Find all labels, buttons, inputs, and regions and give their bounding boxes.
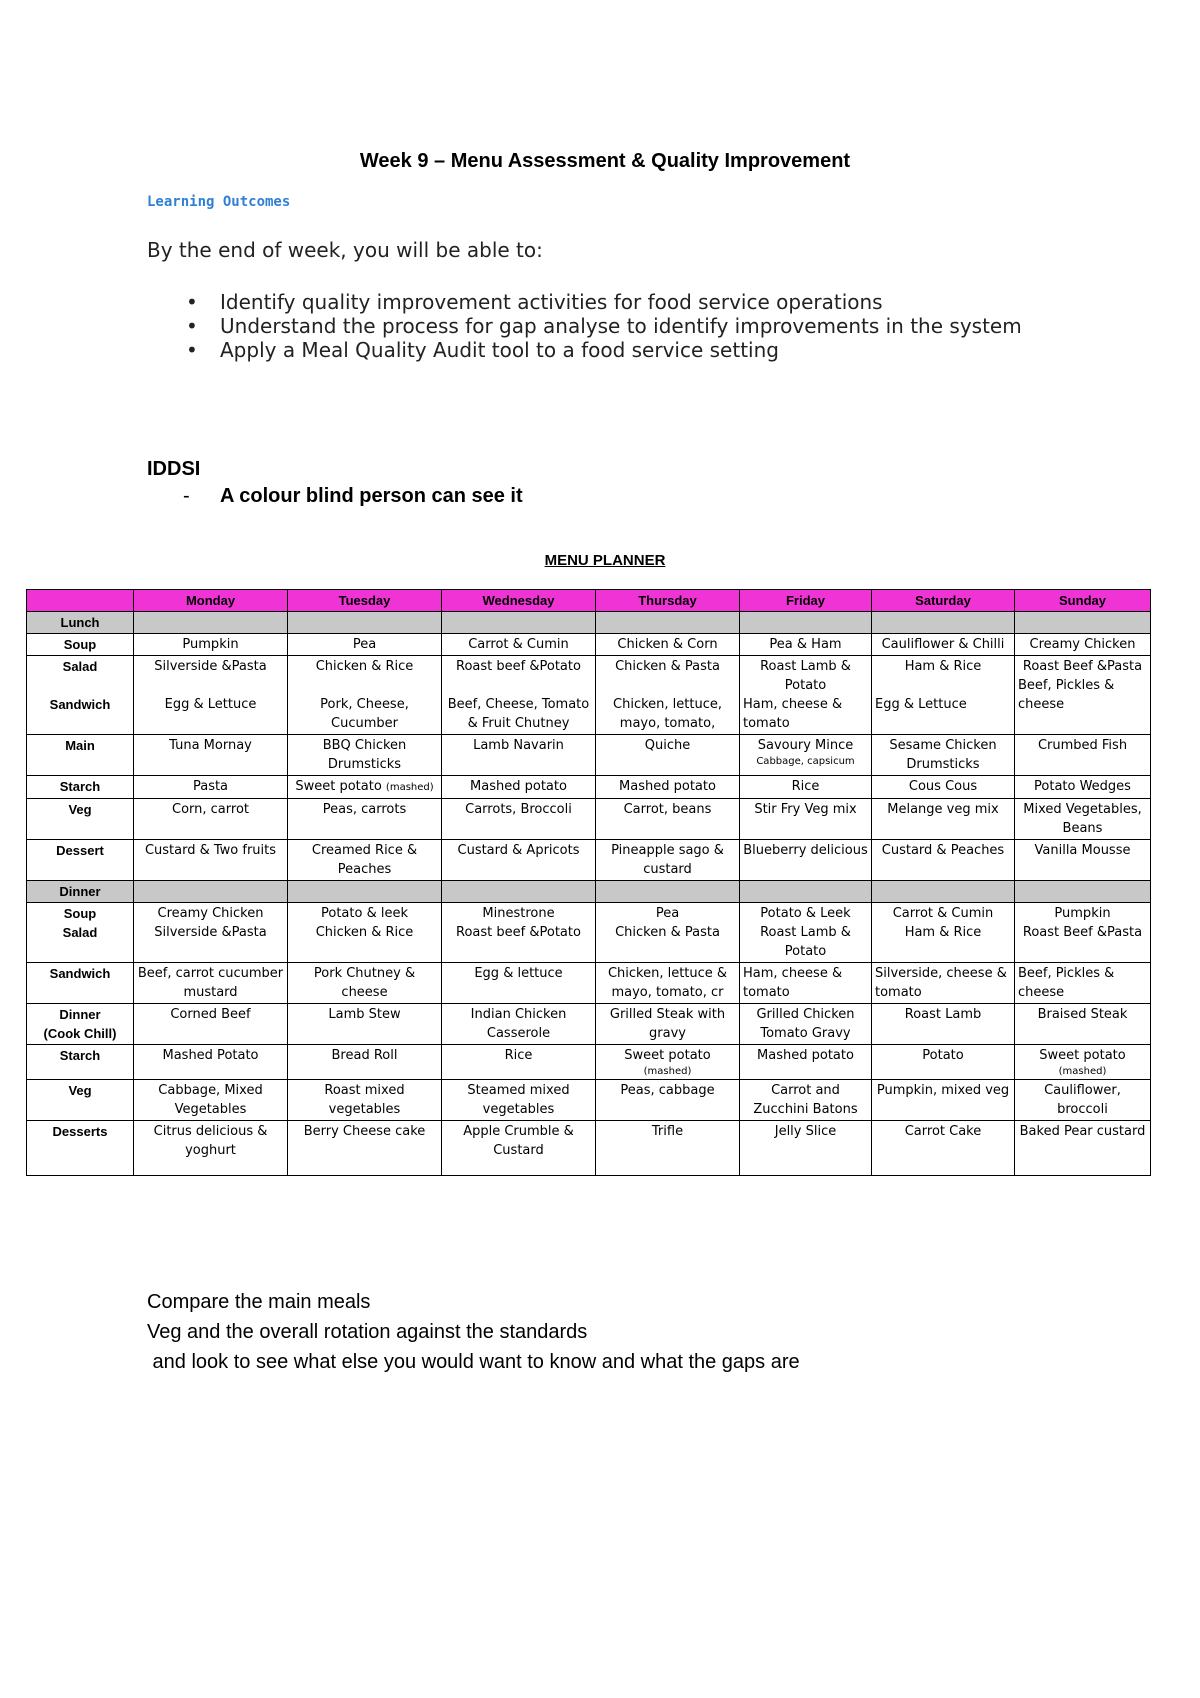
- row-label: Sandwich: [27, 963, 134, 1004]
- soup-item: Potato & Leek: [760, 906, 851, 921]
- menu-cell: [1015, 1045, 1151, 1080]
- starch-item: Sweet potato: [624, 1048, 711, 1063]
- menu-cell: Pasta: [134, 776, 288, 799]
- menu-cell: [1015, 656, 1151, 735]
- menu-cell: Citrus delicious & yoghurt: [134, 1121, 288, 1176]
- menu-cell: Mixed Vegetables, Beans: [1015, 799, 1151, 840]
- sandwich-item: Beef, Pickles & cheese: [1018, 678, 1115, 712]
- sandwich-item: Egg & Lettuce: [164, 697, 257, 712]
- menu-cell: Baked Pear custard: [1015, 1121, 1151, 1176]
- row-label: [27, 656, 134, 735]
- soup-item: Minestrone: [482, 906, 555, 921]
- salad-item: Chicken & Pasta: [615, 659, 720, 674]
- menu-cell: Custard & Peaches: [872, 840, 1015, 881]
- salad-item: Roast Lamb & Potato: [760, 659, 851, 693]
- menu-cell: [872, 656, 1015, 735]
- menu-cell: Potato: [872, 1045, 1015, 1080]
- section-row-dinner: [27, 881, 1151, 903]
- salad-item: Chicken & Pasta: [615, 925, 720, 940]
- menu-cell: Bread Roll: [288, 1045, 442, 1080]
- day-header: Tuesday: [288, 590, 442, 612]
- menu-cell: Grilled Steak with gravy: [596, 1004, 740, 1045]
- menu-cell: Silverside, cheese & tomato: [872, 963, 1015, 1004]
- menu-cell: Custard & Apricots: [442, 840, 596, 881]
- menu-cell: Peas, cabbage: [596, 1080, 740, 1121]
- menu-cell: BBQ Chicken Drumsticks: [288, 735, 442, 776]
- menu-cell: Carrot and Zucchini Batons: [740, 1080, 872, 1121]
- menu-cell: Trifle: [596, 1121, 740, 1176]
- menu-cell: Pea: [288, 634, 442, 656]
- learning-outcomes-heading: Learning Outcomes: [147, 194, 291, 210]
- row-label: Veg: [27, 799, 134, 840]
- menu-cell: Berry Cheese cake: [288, 1121, 442, 1176]
- closing-notes: [147, 1287, 800, 1377]
- salad-item: Roast beef &Potato: [456, 925, 581, 940]
- menu-cell: Pea & Ham: [740, 634, 872, 656]
- starch-item: Sweet potato: [295, 779, 382, 794]
- salad-item: Roast Beef &Pasta: [1022, 659, 1143, 674]
- dash-marker: -: [183, 485, 190, 507]
- menu-cell: Pork Chutney & cheese: [288, 963, 442, 1004]
- soup-item: Pumpkin: [1054, 906, 1111, 921]
- row-label-salad: Salad: [62, 659, 98, 674]
- menu-cell: Pineapple sago & custard: [596, 840, 740, 881]
- menu-cell: Corn, carrot: [134, 799, 288, 840]
- salad-item: Chicken & Rice: [315, 659, 414, 674]
- menu-cell: [288, 656, 442, 735]
- table-row: [27, 634, 1151, 656]
- section-row-lunch: [27, 612, 1151, 634]
- menu-cell: Apple Crumble & Custard: [442, 1121, 596, 1176]
- menu-cell: Quiche: [596, 735, 740, 776]
- menu-cell: Roast mixed vegetables: [288, 1080, 442, 1121]
- day-header: Wednesday: [442, 590, 596, 612]
- list-item: • Apply a Meal Quality Audit tool to a food service setting: [147, 338, 1027, 362]
- closing-line: Veg and the overall rotation against the standards: [147, 1321, 588, 1343]
- list-item: • Identify quality improvement activities for food service operations: [147, 290, 1027, 314]
- iddsi-heading: IDDSI: [147, 458, 201, 480]
- table-row: [27, 1004, 1151, 1045]
- row-label: Desserts: [27, 1121, 134, 1176]
- menu-planner-title: MENU PLANNER: [544, 552, 666, 569]
- row-label-sandwich: Sandwich: [49, 697, 111, 712]
- menu-cell: Rice: [740, 776, 872, 799]
- menu-cell: [596, 903, 740, 963]
- salad-item: Ham & Rice: [904, 659, 982, 674]
- row-label-soup: Soup: [63, 906, 97, 921]
- menu-cell: Beef, Pickles & cheese: [1015, 963, 1151, 1004]
- sandwich-item: Beef, Cheese, Tomato & Fruit Chutney: [447, 697, 590, 731]
- menu-cell: Ham, cheese & tomato: [740, 963, 872, 1004]
- menu-cell: Chicken & Corn: [596, 634, 740, 656]
- menu-cell: [1015, 903, 1151, 963]
- table-row: [27, 1045, 1151, 1080]
- menu-cell: [740, 656, 872, 735]
- sandwich-item: Egg & Lettuce: [875, 697, 967, 712]
- table-row: [27, 776, 1151, 799]
- menu-cell: Peas, carrots: [288, 799, 442, 840]
- section-label: Dinner: [27, 881, 134, 903]
- starch-note: (mashed): [1058, 1066, 1107, 1077]
- menu-cell: [288, 903, 442, 963]
- salad-item: Roast beef &Potato: [456, 659, 581, 674]
- menu-cell: Tuna Mornay: [134, 735, 288, 776]
- day-header: Friday: [740, 590, 872, 612]
- menu-cell: Roast Lamb: [872, 1004, 1015, 1045]
- main-item: Savoury Mince: [757, 738, 854, 753]
- menu-cell: Egg & lettuce: [442, 963, 596, 1004]
- menu-cell: Carrot & Cumin: [442, 634, 596, 656]
- page-title: Week 9 – Menu Assessment & Quality Improvement: [359, 150, 851, 172]
- menu-cell: Cabbage, Mixed Vegetables: [134, 1080, 288, 1121]
- menu-cell: [596, 656, 740, 735]
- day-header: Sunday: [1015, 590, 1151, 612]
- day-header: Thursday: [596, 590, 740, 612]
- menu-cell: Vanilla Mousse: [1015, 840, 1151, 881]
- menu-cell: [740, 903, 872, 963]
- row-label: Veg: [27, 1080, 134, 1121]
- day-header: Saturday: [872, 590, 1015, 612]
- row-sublabel-cook-chill: (Cook Chill): [43, 1026, 117, 1041]
- soup-item: Carrot & Cumin: [892, 906, 994, 921]
- menu-cell: Cauliflower, broccoli: [1015, 1080, 1151, 1121]
- table-row: [27, 799, 1151, 840]
- row-label: Main: [27, 735, 134, 776]
- menu-cell: Custard & Two fruits: [134, 840, 288, 881]
- sandwich-item: Ham, cheese & tomato: [743, 697, 843, 731]
- menu-cell: Lamb Stew: [288, 1004, 442, 1045]
- table-header-row: [27, 590, 1151, 612]
- table-row: [27, 735, 1151, 776]
- row-label: [27, 903, 134, 963]
- soup-item: Potato & leek: [321, 906, 408, 921]
- table-row: [27, 656, 1151, 735]
- intro-text: By the end of week, you will be able to:: [147, 238, 543, 262]
- table-row: [27, 840, 1151, 881]
- menu-cell: Pumpkin: [134, 634, 288, 656]
- sandwich-item: Pork, Cheese, Cucumber: [320, 697, 409, 731]
- menu-cell: Chicken, lettuce & mayo, tomato, cr: [596, 963, 740, 1004]
- menu-cell: Potato Wedges: [1015, 776, 1151, 799]
- menu-cell: Beef, carrot cucumber mustard: [134, 963, 288, 1004]
- row-label-dinner: Dinner: [59, 1007, 101, 1022]
- starch-note: (mashed): [643, 1066, 692, 1077]
- table-row: [27, 1080, 1151, 1121]
- menu-cell: Rice: [442, 1045, 596, 1080]
- menu-cell: Mashed potato: [596, 776, 740, 799]
- menu-cell: [442, 903, 596, 963]
- salad-item: Chicken & Rice: [315, 925, 414, 940]
- menu-cell: [872, 903, 1015, 963]
- closing-line: Compare the main meals: [147, 1291, 371, 1313]
- salad-item: Roast Beef &Pasta: [1022, 925, 1143, 940]
- sandwich-item: Chicken, lettuce, mayo, tomato,: [613, 697, 722, 731]
- menu-cell: [596, 1045, 740, 1080]
- menu-cell: Cauliflower & Chilli: [872, 634, 1015, 656]
- row-label: Starch: [27, 776, 134, 799]
- list-item: • Understand the process for gap analyse to identify improvements in the system: [147, 314, 1027, 338]
- menu-cell: Lamb Navarin: [442, 735, 596, 776]
- menu-cell: Carrot Cake: [872, 1121, 1015, 1176]
- menu-cell: Grilled Chicken Tomato Gravy: [740, 1004, 872, 1045]
- menu-cell: [134, 656, 288, 735]
- menu-cell: Pumpkin, mixed veg: [872, 1080, 1015, 1121]
- row-label: Soup: [27, 634, 134, 656]
- menu-cell: Crumbed Fish: [1015, 735, 1151, 776]
- day-header: Monday: [134, 590, 288, 612]
- row-label: Dessert: [27, 840, 134, 881]
- menu-cell: Corned Beef: [134, 1004, 288, 1045]
- starch-note: (mashed): [385, 782, 434, 793]
- soup-item: Pea: [655, 906, 680, 921]
- row-label: Starch: [27, 1045, 134, 1080]
- main-note: Cabbage, capsicum: [756, 756, 855, 767]
- menu-cell: Carrots, Broccoli: [442, 799, 596, 840]
- menu-cell: [134, 903, 288, 963]
- menu-cell: Creamed Rice & Peaches: [288, 840, 442, 881]
- menu-cell: Blueberry delicious: [740, 840, 872, 881]
- menu-cell: [442, 656, 596, 735]
- menu-cell: Cous Cous: [872, 776, 1015, 799]
- salad-item: Roast Lamb & Potato: [760, 925, 851, 959]
- menu-cell: [288, 776, 442, 799]
- section-label: Lunch: [27, 612, 134, 634]
- menu-cell: [740, 735, 872, 776]
- menu-cell: Stir Fry Veg mix: [740, 799, 872, 840]
- menu-cell: Mashed potato: [740, 1045, 872, 1080]
- menu-cell: Carrot, beans: [596, 799, 740, 840]
- row-label: [27, 1004, 134, 1045]
- table-row: [27, 903, 1151, 963]
- table-row: [27, 963, 1151, 1004]
- menu-cell: Sesame Chicken Drumsticks: [872, 735, 1015, 776]
- closing-line: and look to see what else you would want to know and what the gaps are: [147, 1351, 800, 1373]
- menu-cell: Steamed mixed vegetables: [442, 1080, 596, 1121]
- header-cell: [27, 590, 134, 612]
- menu-cell: Braised Steak: [1015, 1004, 1151, 1045]
- menu-cell: Indian Chicken Casserole: [442, 1004, 596, 1045]
- salad-item: Ham & Rice: [904, 925, 982, 940]
- menu-cell: Mashed potato: [442, 776, 596, 799]
- iddsi-point: A colour blind person can see it: [220, 485, 523, 507]
- salad-item: Silverside &Pasta: [154, 925, 267, 940]
- menu-cell: Jelly Slice: [740, 1121, 872, 1176]
- menu-cell: Melange veg mix: [872, 799, 1015, 840]
- starch-item: Sweet potato: [1039, 1048, 1126, 1063]
- soup-item: Creamy Chicken: [157, 906, 264, 921]
- menu-cell: Mashed Potato: [134, 1045, 288, 1080]
- salad-item: Silverside &Pasta: [154, 659, 267, 674]
- menu-cell: Creamy Chicken: [1015, 634, 1151, 656]
- table-row: [27, 1121, 1151, 1176]
- learning-outcomes-list: [147, 290, 1027, 362]
- row-label-salad: Salad: [62, 925, 98, 940]
- menu-planner-table: [26, 589, 1151, 1176]
